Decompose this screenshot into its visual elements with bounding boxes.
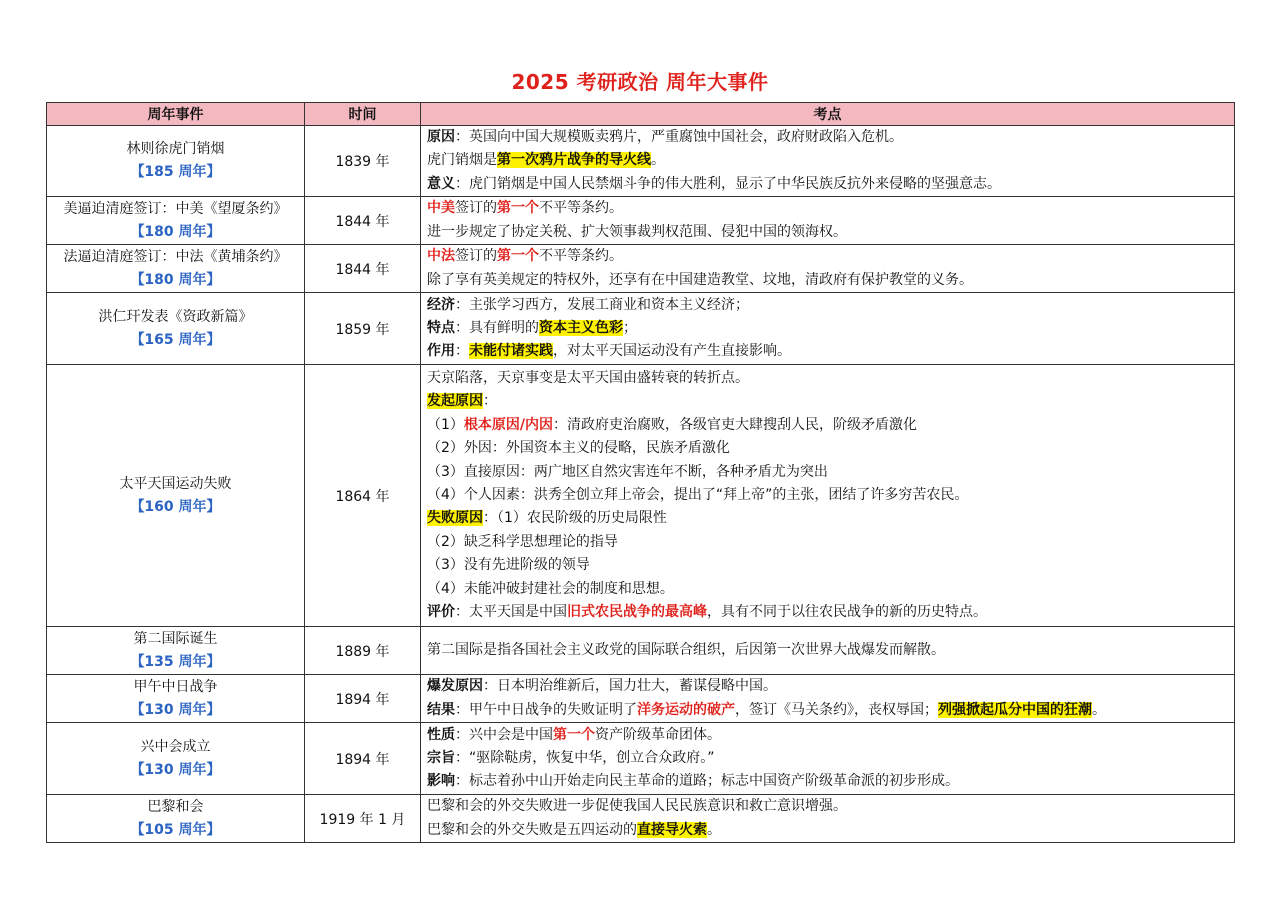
anniversary-label: 【105 周年】 [130, 821, 221, 838]
event-cell [47, 293, 305, 365]
point-line [427, 699, 1228, 722]
points-cell [421, 197, 1235, 245]
emphasis-text: 第一个 [497, 248, 539, 265]
event-name: 巴黎和会 [147, 798, 204, 815]
page-title: 2025 考研政治 周年大事件 [511, 70, 769, 94]
point-line [427, 173, 1228, 196]
time-cell: 1859 年 [305, 293, 421, 365]
anniversary-label: 【185 周年】 [130, 164, 221, 181]
anniversary-label: 【165 周年】 [130, 331, 221, 348]
point-line [427, 294, 1228, 317]
time-cell: 1894 年 [305, 723, 421, 795]
point-line [427, 795, 1228, 818]
point-line [427, 484, 1228, 507]
point-label: 结果 [427, 701, 455, 718]
anniversary-events-table [46, 102, 1235, 843]
anniversary-label: 【160 周年】 [130, 498, 221, 515]
point-label: 原因 [427, 129, 455, 145]
point-text: 。 [651, 152, 665, 169]
point-text: ：日本明治维新后，国力壮大，蓄谋侵略中国。 [483, 678, 777, 695]
point-line [427, 221, 1228, 244]
highlight-text: 未能付诸实践 [469, 343, 553, 360]
points-cell [421, 675, 1235, 723]
event-name: 甲午中日战争 [133, 678, 218, 695]
point-text: （4）未能冲破封建社会的制度和思想。 [427, 580, 674, 597]
point-text: 第二国际是指各国社会主义政党的国际联合组织，后因第一次世界大战爆发而解散。 [427, 642, 945, 659]
header-event: 周年事件 [47, 103, 305, 126]
point-text: ，对太平天国运动没有产生直接影响。 [553, 343, 791, 360]
point-text: （2）缺乏科学思想理论的指导 [427, 533, 618, 550]
points-cell [421, 723, 1235, 795]
point-label: 评价 [427, 604, 455, 621]
table-row [47, 627, 1235, 675]
point-line [427, 245, 1228, 268]
time-cell: 1839 年 [305, 126, 421, 197]
highlight-text: 失败原因 [427, 510, 483, 527]
emphasis-text: 中美 [427, 200, 455, 217]
point-text: 资产阶级革命团体。 [595, 726, 721, 743]
point-text: （4）个人因素：洪秀全创立拜上帝会，提出了“拜上帝”的主张，团结了许多穷苦农民。 [427, 487, 969, 504]
point-line [427, 126, 1228, 149]
emphasis-text: 洋务运动的破产 [637, 701, 735, 718]
emphasis-text: 中法 [427, 248, 455, 265]
point-text: 不平等条约。 [539, 200, 623, 217]
point-label: 宗旨 [427, 750, 455, 767]
event-cell [47, 795, 305, 843]
point-text: ： [483, 393, 497, 410]
point-text: ：太平天国是中国 [455, 604, 567, 621]
time-cell: 1864 年 [305, 365, 421, 627]
emphasis-text: 第一个 [553, 726, 595, 743]
time-cell: 1844 年 [305, 245, 421, 293]
point-line [427, 149, 1228, 172]
highlight-text: 列强掀起瓜分中国的狂潮 [938, 701, 1092, 718]
event-name: 美逼迫清庭签订：中美《望厦条约》 [63, 200, 288, 217]
point-line [427, 724, 1228, 747]
point-text: （3）没有先进阶级的领导 [427, 557, 590, 574]
event-cell [47, 365, 305, 627]
table-row [47, 245, 1235, 293]
table-header-row [47, 103, 1235, 126]
point-text: 天京陷落，天京事变是太平天国由盛转衰的转折点。 [427, 369, 749, 386]
point-line [427, 340, 1228, 363]
point-text: ：标志着孙中山开始走向民主革命的道路；标志中国资产阶级革命派的初步形成。 [455, 773, 959, 790]
event-name: 洪仁玕发表《资政新篇》 [98, 308, 253, 325]
event-cell [47, 675, 305, 723]
point-text: ：英国向中国大规模贩卖鸦片，严重腐蚀中国社会，政府财政陷入危机。 [455, 129, 903, 145]
points-cell [421, 365, 1235, 627]
point-text: ，具有不同于以往农民战争的新的历史特点。 [707, 604, 987, 621]
event-cell [47, 723, 305, 795]
point-text: 虎门销烟是 [427, 152, 497, 169]
time-cell: 1919 年 1 月 [305, 795, 421, 843]
point-text: 巴黎和会的外交失败是五四运动的 [427, 821, 637, 838]
point-label: 作用 [427, 343, 455, 360]
point-text: ：主张学习西方，发展工商业和资本主义经济； [455, 296, 749, 313]
point-text: 巴黎和会的外交失败进一步促使我国人民民族意识和救亡意识增强。 [427, 798, 847, 815]
point-label: 爆发原因 [427, 678, 483, 695]
point-line [427, 367, 1228, 390]
emphasis-text: 第一个 [497, 200, 539, 217]
event-name: 兴中会成立 [140, 738, 211, 755]
points-cell [421, 627, 1235, 675]
point-label: 经济 [427, 296, 455, 313]
point-line [427, 770, 1228, 793]
header-points: 考点 [421, 103, 1235, 126]
point-text: 除了享有英美规定的特权外，还享有在中国建造教堂、坟地，清政府有保护教堂的义务。 [427, 271, 973, 288]
point-label: 特点 [427, 320, 455, 337]
points-cell [421, 293, 1235, 365]
table-row [47, 293, 1235, 365]
point-line [427, 197, 1228, 220]
event-name: 法逼迫清庭签订：中法《黄埔条约》 [63, 248, 288, 265]
highlight-text: 第一次鸦片战争的导火线 [497, 152, 651, 169]
point-line [427, 578, 1228, 601]
point-text: 签订的 [455, 200, 497, 217]
event-cell [47, 126, 305, 197]
emphasis-text: 根本原因/内因 [463, 416, 554, 433]
point-line [427, 554, 1228, 577]
table-row [47, 675, 1235, 723]
point-text: （2）外因：外国资本主义的侵略，民族矛盾激化 [427, 440, 730, 457]
highlight-text: 资本主义色彩 [539, 320, 623, 337]
point-text: ：甲午中日战争的失败证明了 [455, 701, 637, 718]
point-line [427, 747, 1228, 770]
event-name: 林则徐虎门销烟 [126, 141, 225, 158]
point-label: 影响 [427, 773, 455, 790]
point-text: ：具有鲜明的 [455, 320, 539, 337]
highlight-text: 发起原因 [427, 393, 483, 410]
point-line [427, 414, 1228, 437]
event-name: 太平天国运动失败 [119, 475, 232, 492]
table-row [47, 723, 1235, 795]
point-text: 签订的 [455, 248, 497, 265]
points-cell [421, 245, 1235, 293]
table-row [47, 795, 1235, 843]
point-line [427, 269, 1228, 292]
point-text: （3）直接原因：两广地区自然灾害连年不断，各种矛盾尤为突出 [427, 463, 828, 480]
header-time: 时间 [305, 103, 421, 126]
event-cell [47, 627, 305, 675]
event-cell [47, 245, 305, 293]
point-text: 不平等条约。 [539, 248, 623, 265]
points-cell [421, 795, 1235, 843]
point-text: 。 [1092, 701, 1106, 718]
anniversary-label: 【130 周年】 [130, 761, 221, 778]
point-line [427, 437, 1228, 460]
point-text: 。 [707, 821, 721, 838]
point-text: ； [623, 320, 637, 337]
time-cell: 1844 年 [305, 197, 421, 245]
point-text: ，签订《马关条约》，丧权辱国； [735, 701, 938, 718]
table-row [47, 126, 1235, 197]
anniversary-label: 【180 周年】 [130, 271, 221, 288]
table-row [47, 365, 1235, 627]
point-label: 意义 [427, 175, 455, 192]
point-line [427, 639, 1228, 662]
points-cell [421, 126, 1235, 197]
table-row [47, 197, 1235, 245]
table-body [47, 126, 1235, 843]
event-name: 第二国际诞生 [133, 630, 218, 647]
point-text: ：兴中会是中国 [455, 726, 553, 743]
emphasis-text: 旧式农民战争的最高峰 [567, 604, 707, 621]
point-text: ： [455, 343, 469, 360]
point-label: 性质 [427, 726, 455, 743]
highlight-text: 直接导火索 [637, 821, 707, 838]
anniversary-label: 【130 周年】 [130, 701, 221, 718]
time-cell: 1894 年 [305, 675, 421, 723]
point-line [427, 675, 1228, 698]
point-line [427, 507, 1228, 530]
point-line [427, 531, 1228, 554]
point-text: ：“驱除鞑虏，恢复中华，创立合众政府。” [455, 750, 715, 767]
point-text: ：（1）农民阶级的历史局限性 [483, 510, 667, 527]
point-line [427, 819, 1228, 842]
point-text: ：清政府吏治腐败，各级官吏大肆搜刮人民，阶级矛盾激化 [553, 416, 918, 433]
point-line [427, 390, 1228, 413]
anniversary-label: 【135 周年】 [130, 653, 221, 670]
point-line [427, 601, 1228, 624]
anniversary-label: 【180 周年】 [130, 223, 221, 240]
event-cell [47, 197, 305, 245]
point-line [427, 461, 1228, 484]
time-cell: 1889 年 [305, 627, 421, 675]
point-text: （1） [427, 416, 464, 433]
point-text: ：虎门销烟是中国人民禁烟斗争的伟大胜利，显示了中华民族反抗外来侵略的坚强意志。 [455, 175, 1001, 192]
point-line [427, 317, 1228, 340]
point-text: 进一步规定了协定关税、扩大领事裁判权范围、侵犯中国的领海权。 [427, 223, 847, 240]
